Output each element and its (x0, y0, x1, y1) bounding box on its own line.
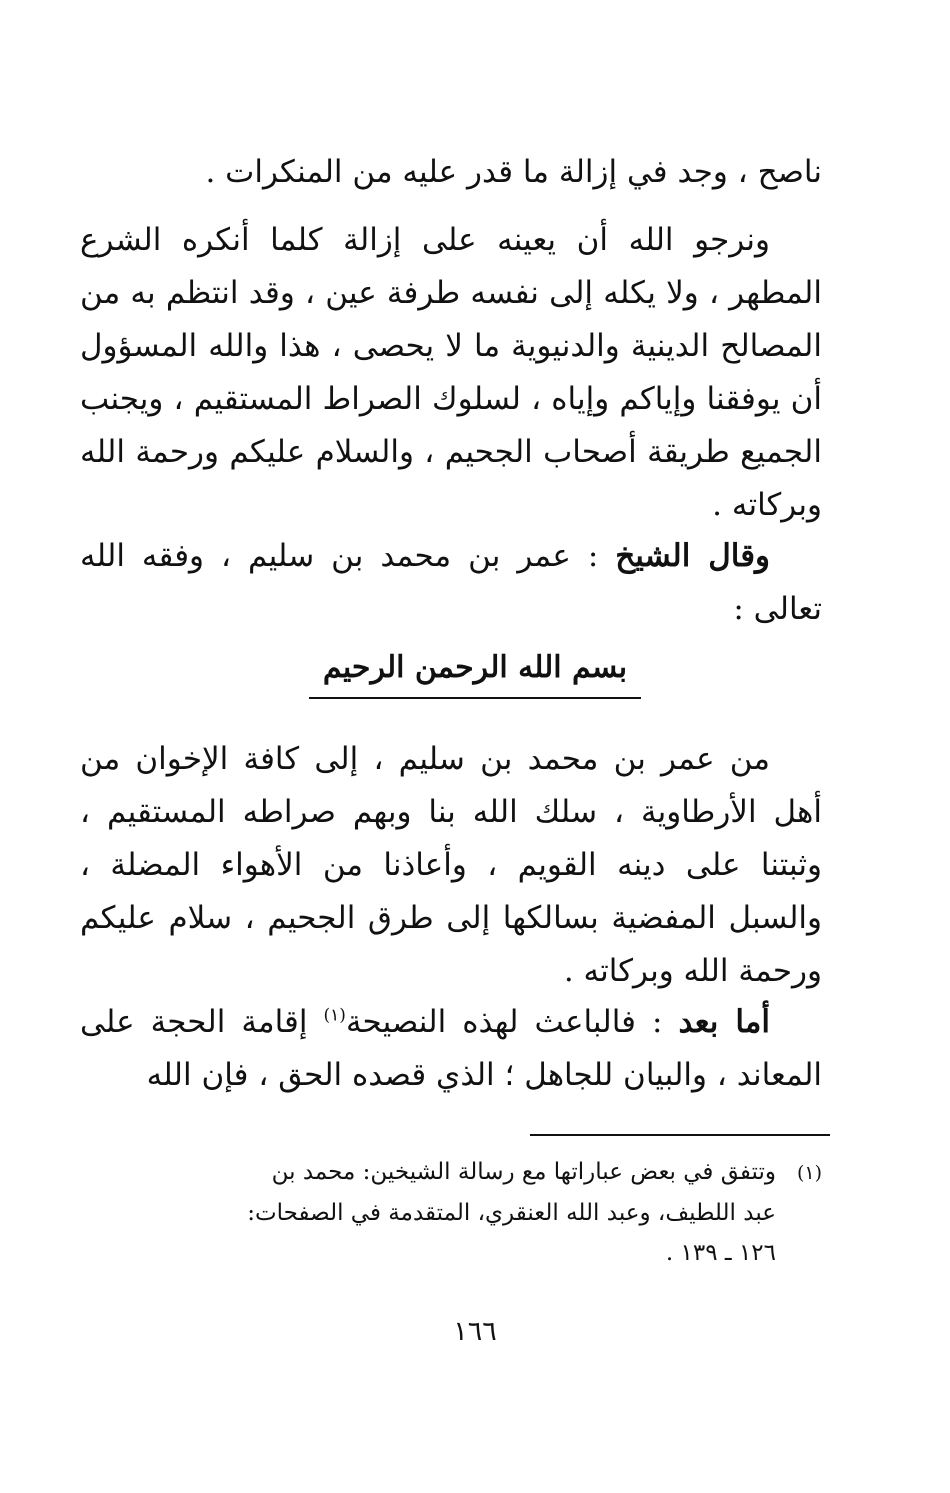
basmala-text: بسم الله الرحمن الرحيم (309, 643, 641, 699)
amma-text-before-note: : فالباعث لهذه النصيحة (345, 1004, 679, 1040)
paragraph-amma-bad (80, 996, 822, 1102)
paragraph-text (80, 996, 822, 1102)
footnote (80, 1152, 822, 1273)
footnote-line: ١٢٦ ـ ١٣٩ . (665, 1240, 776, 1266)
paragraph-prayer (80, 214, 822, 532)
paragraph-sheikh-intro (80, 530, 822, 636)
footnote-text: وتتفق في بعض عباراتها مع رسالة الشيخين: محمد بن (271, 1159, 776, 1185)
paragraph-intro-end (80, 146, 822, 199)
sheikh-heading-rest: : عمر بن محمد بن سليم ، وفقه الله تعالى : (80, 538, 822, 627)
paragraph-text: ونرجو الله أن يعينه على إزالة كلما أنكره الشرع المطهر ، ولا يكله إلى نفسه طرفة عين ، وقد انتظم به من المصالح الدينية والدنيوية ما لا يحصى ، هذا والله المسؤول أن يوفقنا وإياكم وإياه ، لسلوك الصراط المستقيم ، ويجنب الجميع طريقة أصحاب الجحيم ، والسلام عليكم ورحمة الله وبركاته . (80, 222, 822, 523)
footnote-separator (530, 1134, 830, 1136)
sheikh-heading: وقال الشيخ (615, 538, 770, 574)
footnote-line (80, 1152, 822, 1193)
footnote-reference: (١) (323, 1005, 346, 1026)
amma-text-after-note: إقامة الحجة على المعاند ، والبيان للجاهل ؛ الذي قصده الحق ، فإن الله (80, 1004, 822, 1093)
basmala-calligraphy (0, 643, 950, 699)
footnote-marker: (١) (796, 1162, 822, 1184)
page-number: ١٦٦ (453, 1316, 497, 1347)
paragraph-text: ناصح ، وجد في إزالة ما قدر عليه من المنكرات . (205, 154, 822, 190)
paragraph-letter-opening (80, 733, 822, 998)
footnote-line: عبد اللطيف، وعبد الله العنقري، المتقدمة في الصفحات: (247, 1200, 776, 1226)
amma-bad-heading: أما بعد (678, 1004, 770, 1040)
paragraph-text: من عمر بن محمد بن سليم ، إلى كافة الإخوان من أهل الأرطاوية ، سلك الله بنا وبهم صراطه المستقيم ، وثبتنا على دينه القويم ، وأعاذنا من الأهواء المضلة ، والسبل المفضية بسالكها إلى طرق الجحيم ، سلام عليكم ورحمة الله وبركاته . (80, 741, 822, 989)
paragraph-text (80, 530, 822, 636)
